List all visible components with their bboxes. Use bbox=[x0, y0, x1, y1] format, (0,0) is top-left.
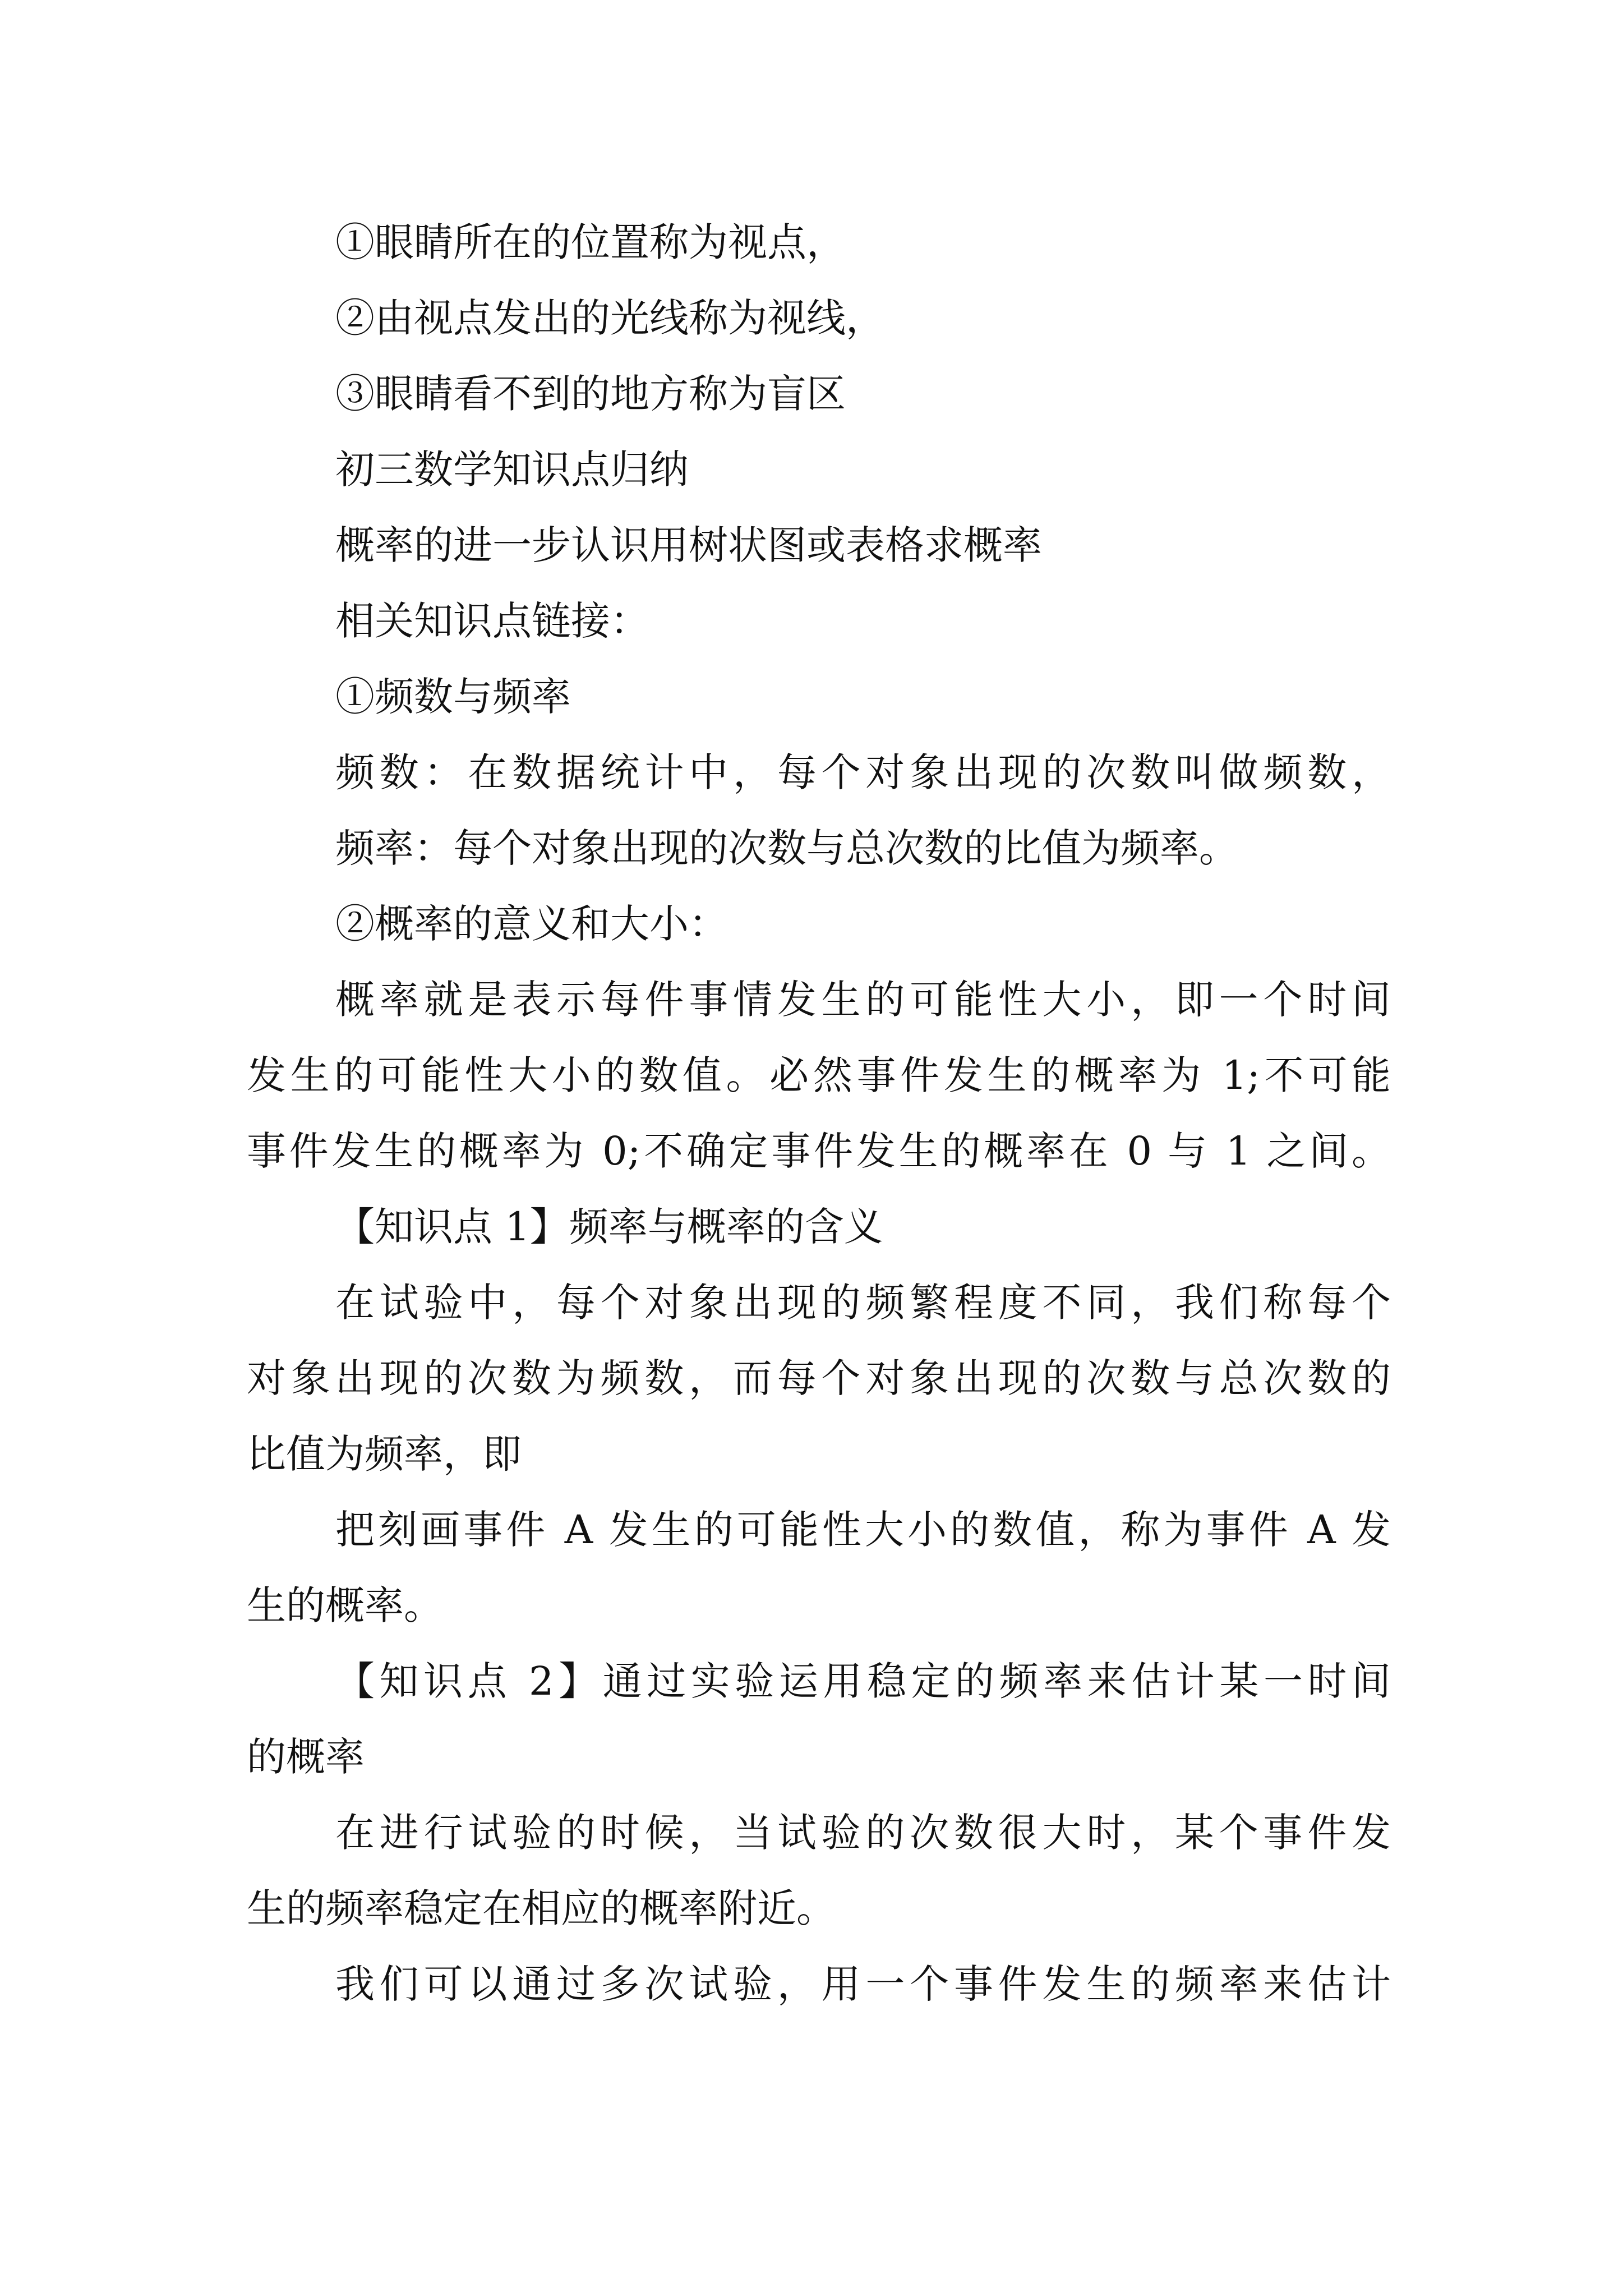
paragraph-line: 比值为频率，即 bbox=[247, 1431, 522, 1477]
paragraph-line: 概率就是表示每件事情发生的可能性大小，即一个时间 bbox=[335, 977, 1391, 1023]
knowledge-point-1-heading: 【知识点 1】频率与概率的含义 bbox=[335, 1204, 883, 1250]
paragraph-line: 事件发生的概率为 0;不确定事件发生的概率在 0 与 1 之间。 bbox=[247, 1128, 1391, 1174]
topic-heading: 概率的进一步认识用树状图或表格求概率 bbox=[335, 522, 1042, 568]
line-viewpoint: ①眼睛所在的位置称为视点， bbox=[335, 219, 846, 265]
paragraph-line: 生的频率稳定在相应的概率附近。 bbox=[247, 1885, 836, 1931]
line-sightline: ②由视点发出的光线称为视线， bbox=[335, 295, 885, 341]
paragraph-line: 在进行试验的时候，当试验的次数很大时，某个事件发 bbox=[335, 1810, 1391, 1856]
line-frequency-count-def: 频数：在数据统计中，每个对象出现的次数叫做频数， bbox=[335, 749, 1391, 795]
knowledge-point-2-heading: 【知识点 2】通过实验运用稳定的频率来估计某一时间 bbox=[335, 1658, 1391, 1704]
line-blind-zone: ③眼睛看不到的地方称为盲区 bbox=[335, 371, 846, 417]
paragraph-line: 生的概率。 bbox=[247, 1582, 443, 1628]
paragraph-line: 对象出现的次数为频数，而每个对象出现的次数与总次数的 bbox=[247, 1355, 1391, 1401]
section-heading: 初三数学知识点归纳 bbox=[335, 447, 689, 493]
paragraph-line: 把刻画事件 A 发生的可能性大小的数值，称为事件 A 发 bbox=[335, 1507, 1391, 1553]
paragraph-line: 在试验中，每个对象出现的频繁程度不同，我们称每个 bbox=[335, 1280, 1391, 1326]
subheading-probability-meaning: ②概率的意义和大小： bbox=[335, 901, 728, 947]
paragraph-line: 发生的可能性大小的数值。必然事件发生的概率为 1;不可能 bbox=[247, 1052, 1391, 1098]
knowledge-point-2-heading-cont: 的概率 bbox=[247, 1734, 365, 1780]
related-links-label: 相关知识点链接： bbox=[335, 598, 649, 644]
document-body bbox=[247, 205, 1391, 2022]
subheading-frequency: ①频数与频率 bbox=[335, 674, 571, 720]
line-frequency-rate-def: 频率：每个对象出现的次数与总次数的比值为频率。 bbox=[335, 825, 1238, 871]
paragraph-line: 我们可以通过多次试验，用一个事件发生的频率来估计 bbox=[335, 1961, 1391, 2007]
